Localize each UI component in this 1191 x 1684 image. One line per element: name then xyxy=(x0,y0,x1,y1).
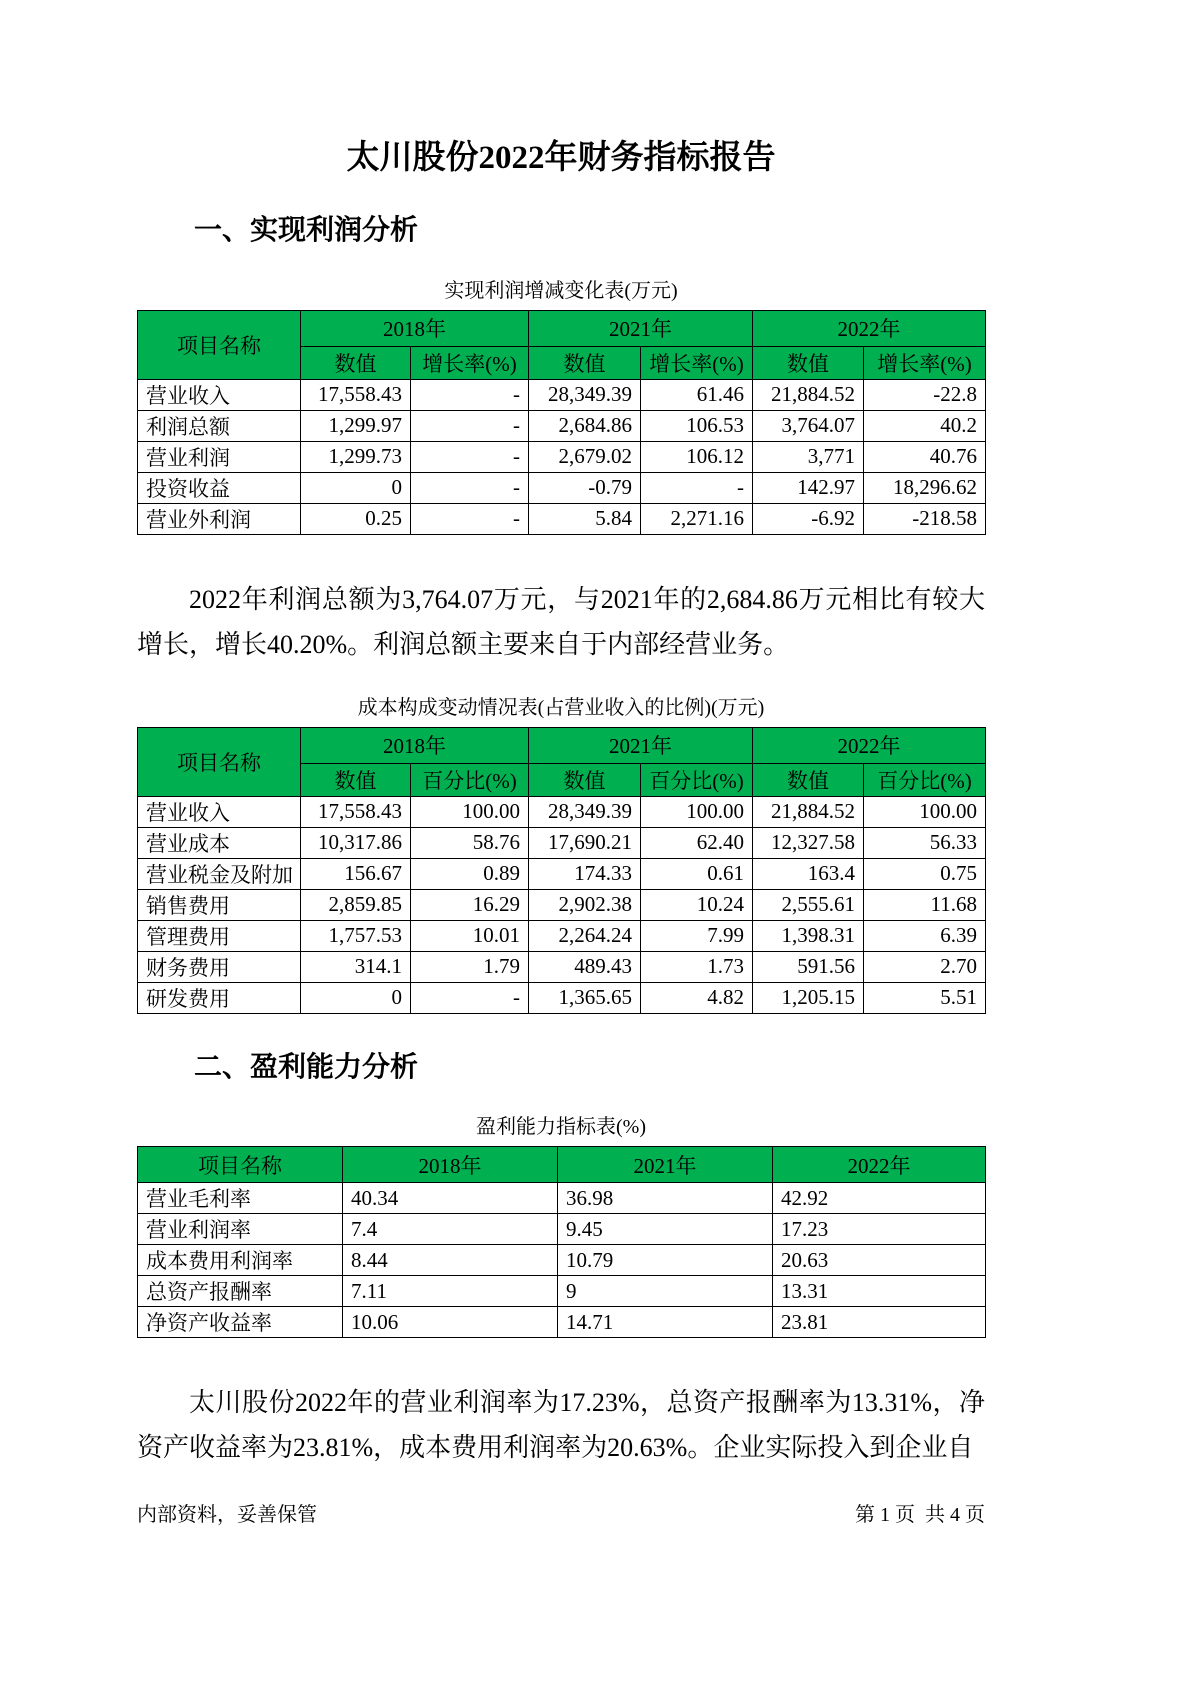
row-label-cell: 营业利润率 xyxy=(138,1214,343,1245)
value-cell: 314.1 xyxy=(301,951,411,982)
header-cell-year-2022: 2022年 xyxy=(753,310,986,346)
value-cell: - xyxy=(411,982,529,1013)
value-cell: 0.75 xyxy=(864,858,986,889)
value-cell: 3,771 xyxy=(753,441,864,472)
table-row xyxy=(138,1214,986,1245)
value-cell: 2.70 xyxy=(864,951,986,982)
value-cell: 28,349.39 xyxy=(529,379,641,410)
value-cell: - xyxy=(411,472,529,503)
row-label-cell: 成本费用利润率 xyxy=(138,1245,343,1276)
value-cell: 1,299.73 xyxy=(301,441,411,472)
value-cell: 2,902.38 xyxy=(529,889,641,920)
value-cell: 10.24 xyxy=(641,889,753,920)
table-row xyxy=(138,982,986,1013)
value-cell: -6.92 xyxy=(753,503,864,534)
value-cell: 42.92 xyxy=(773,1183,986,1214)
table-row xyxy=(138,379,986,410)
value-cell: 12,327.58 xyxy=(753,827,864,858)
value-cell: 0.61 xyxy=(641,858,753,889)
table-header-row xyxy=(138,727,986,763)
table-row xyxy=(138,827,986,858)
value-cell: 14.71 xyxy=(558,1307,773,1338)
value-cell: 40.34 xyxy=(343,1183,558,1214)
header-cell-item: 项目名称 xyxy=(138,310,301,379)
header-cell-year-2018: 2018年 xyxy=(301,727,529,763)
header-cell-percent: 百分比(%) xyxy=(411,763,529,796)
value-cell: 40.2 xyxy=(864,410,986,441)
row-label-cell: 营业外利润 xyxy=(138,503,301,534)
footer-page-number: 第 1 页 共 4 页 xyxy=(855,1504,985,1526)
value-cell: 1,757.53 xyxy=(301,920,411,951)
table-row xyxy=(138,889,986,920)
header-cell-year-2021: 2021年 xyxy=(529,727,753,763)
header-cell-value: 数值 xyxy=(529,763,641,796)
value-cell: 16.29 xyxy=(411,889,529,920)
value-cell: 1,299.97 xyxy=(301,410,411,441)
page-content xyxy=(137,0,985,1470)
value-cell: 0.25 xyxy=(301,503,411,534)
table-row xyxy=(138,1276,986,1307)
value-cell: 61.46 xyxy=(641,379,753,410)
value-cell: 21,884.52 xyxy=(753,796,864,827)
value-cell: 106.53 xyxy=(641,410,753,441)
header-cell-value: 数值 xyxy=(301,346,411,379)
profit-change-table xyxy=(137,310,986,535)
row-label-cell: 管理费用 xyxy=(138,920,301,951)
header-cell-year-2022: 2022年 xyxy=(753,727,986,763)
table-row xyxy=(138,472,986,503)
row-label-cell: 投资收益 xyxy=(138,472,301,503)
value-cell: 18,296.62 xyxy=(864,472,986,503)
value-cell: 10.01 xyxy=(411,920,529,951)
value-cell: 9.45 xyxy=(558,1214,773,1245)
value-cell: 2,555.61 xyxy=(753,889,864,920)
cost-structure-table xyxy=(137,727,986,1014)
profit-analysis-paragraph: 2022年利润总额为3,764.07万元，与2021年的2,684.86万元相比有较大增长，增长40.20%。利润总额主要来自于内部经营业务。 xyxy=(137,584,985,659)
value-cell: 0.89 xyxy=(411,858,529,889)
value-cell: -0.79 xyxy=(529,472,641,503)
value-cell: 163.4 xyxy=(753,858,864,889)
header-cell-year-2021: 2021年 xyxy=(529,310,753,346)
value-cell: -218.58 xyxy=(864,503,986,534)
table-row xyxy=(138,1183,986,1214)
section-heading-profitability: 二、盈利能力分析 xyxy=(194,1051,419,1083)
value-cell: 17,690.21 xyxy=(529,827,641,858)
value-cell: 10.06 xyxy=(343,1307,558,1338)
header-cell-year-2021: 2021年 xyxy=(558,1147,773,1183)
value-cell: 20.63 xyxy=(773,1245,986,1276)
value-cell: 3,764.07 xyxy=(753,410,864,441)
row-label-cell: 营业收入 xyxy=(138,379,301,410)
table-row xyxy=(138,503,986,534)
value-cell: 489.43 xyxy=(529,951,641,982)
row-label-cell: 销售费用 xyxy=(138,889,301,920)
section-heading-profit: 一、实现利润分析 xyxy=(194,215,419,247)
value-cell: 100.00 xyxy=(641,796,753,827)
value-cell: 156.67 xyxy=(301,858,411,889)
value-cell: - xyxy=(411,503,529,534)
header-cell-value: 数值 xyxy=(301,763,411,796)
value-cell: 2,264.24 xyxy=(529,920,641,951)
row-label-cell: 财务费用 xyxy=(138,951,301,982)
value-cell: 591.56 xyxy=(753,951,864,982)
profit-table-caption: 实现利润增减变化表(万元) xyxy=(444,279,678,302)
value-cell: 100.00 xyxy=(864,796,986,827)
value-cell: 1.73 xyxy=(641,951,753,982)
footer-confidential-note: 内部资料，妥善保管 xyxy=(137,1504,317,1526)
header-cell-item: 项目名称 xyxy=(138,1147,343,1183)
table-header-row xyxy=(138,1147,986,1183)
table-row xyxy=(138,410,986,441)
header-cell-item: 项目名称 xyxy=(138,727,301,796)
value-cell: 0 xyxy=(301,982,411,1013)
row-label-cell: 利润总额 xyxy=(138,410,301,441)
value-cell: 174.33 xyxy=(529,858,641,889)
row-label-cell: 营业毛利率 xyxy=(138,1183,343,1214)
value-cell: 28,349.39 xyxy=(529,796,641,827)
value-cell: 62.40 xyxy=(641,827,753,858)
value-cell: 2,684.86 xyxy=(529,410,641,441)
value-cell: 142.97 xyxy=(753,472,864,503)
value-cell: 58.76 xyxy=(411,827,529,858)
table-header-row xyxy=(138,310,986,346)
value-cell: 23.81 xyxy=(773,1307,986,1338)
cost-table-caption: 成本构成变动情况表(占营业收入的比例)(万元) xyxy=(357,696,765,719)
document-title: 太川股份2022年财务指标报告 xyxy=(346,140,776,176)
row-label-cell: 总资产报酬率 xyxy=(138,1276,343,1307)
value-cell: 2,271.16 xyxy=(641,503,753,534)
value-cell: 2,859.85 xyxy=(301,889,411,920)
value-cell: 17,558.43 xyxy=(301,379,411,410)
value-cell: 7.99 xyxy=(641,920,753,951)
value-cell: - xyxy=(411,441,529,472)
profitability-analysis-paragraph: 太川股份2022年的营业利润率为17.23%，总资产报酬率为13.31%，净资产收益率为23.81%，成本费用利润率为20.63%。企业实际投入到企业自 xyxy=(137,1388,985,1463)
value-cell: 10,317.86 xyxy=(301,827,411,858)
value-cell: 7.11 xyxy=(343,1276,558,1307)
header-cell-year-2018: 2018年 xyxy=(301,310,529,346)
value-cell: 13.31 xyxy=(773,1276,986,1307)
value-cell: 6.39 xyxy=(864,920,986,951)
value-cell: -22.8 xyxy=(864,379,986,410)
value-cell: 1,365.65 xyxy=(529,982,641,1013)
table-row xyxy=(138,920,986,951)
header-cell-percent: 百分比(%) xyxy=(864,763,986,796)
header-cell-year-2018: 2018年 xyxy=(343,1147,558,1183)
value-cell: 5.84 xyxy=(529,503,641,534)
row-label-cell: 营业成本 xyxy=(138,827,301,858)
value-cell: 4.82 xyxy=(641,982,753,1013)
value-cell: 1,205.15 xyxy=(753,982,864,1013)
header-cell-rate: 增长率(%) xyxy=(641,346,753,379)
profitability-table xyxy=(137,1146,986,1338)
table-row xyxy=(138,858,986,889)
table-row xyxy=(138,441,986,472)
header-cell-percent: 百分比(%) xyxy=(641,763,753,796)
header-cell-value: 数值 xyxy=(753,346,864,379)
value-cell: 21,884.52 xyxy=(753,379,864,410)
value-cell: 8.44 xyxy=(343,1245,558,1276)
table-row xyxy=(138,1307,986,1338)
value-cell: 7.4 xyxy=(343,1214,558,1245)
value-cell: 10.79 xyxy=(558,1245,773,1276)
table-row xyxy=(138,796,986,827)
row-label-cell: 营业税金及附加 xyxy=(138,858,301,889)
table-row xyxy=(138,951,986,982)
header-cell-value: 数值 xyxy=(529,346,641,379)
header-cell-value: 数值 xyxy=(753,763,864,796)
row-label-cell: 研发费用 xyxy=(138,982,301,1013)
value-cell: 2,679.02 xyxy=(529,441,641,472)
value-cell: 5.51 xyxy=(864,982,986,1013)
value-cell: - xyxy=(411,379,529,410)
header-cell-rate: 增长率(%) xyxy=(411,346,529,379)
row-label-cell: 营业利润 xyxy=(138,441,301,472)
profitability-table-caption: 盈利能力指标表(%) xyxy=(476,1116,646,1139)
value-cell: 17,558.43 xyxy=(301,796,411,827)
value-cell: 17.23 xyxy=(773,1214,986,1245)
value-cell: - xyxy=(411,410,529,441)
value-cell: 1.79 xyxy=(411,951,529,982)
value-cell: 1,398.31 xyxy=(753,920,864,951)
value-cell: 100.00 xyxy=(411,796,529,827)
value-cell: 40.76 xyxy=(864,441,986,472)
value-cell: 11.68 xyxy=(864,889,986,920)
value-cell: 106.12 xyxy=(641,441,753,472)
value-cell: 9 xyxy=(558,1276,773,1307)
header-cell-rate: 增长率(%) xyxy=(864,346,986,379)
header-cell-year-2022: 2022年 xyxy=(773,1147,986,1183)
value-cell: 0 xyxy=(301,472,411,503)
row-label-cell: 营业收入 xyxy=(138,796,301,827)
value-cell: 36.98 xyxy=(558,1183,773,1214)
row-label-cell: 净资产收益率 xyxy=(138,1307,343,1338)
table-row xyxy=(138,1245,986,1276)
value-cell: - xyxy=(641,472,753,503)
value-cell: 56.33 xyxy=(864,827,986,858)
